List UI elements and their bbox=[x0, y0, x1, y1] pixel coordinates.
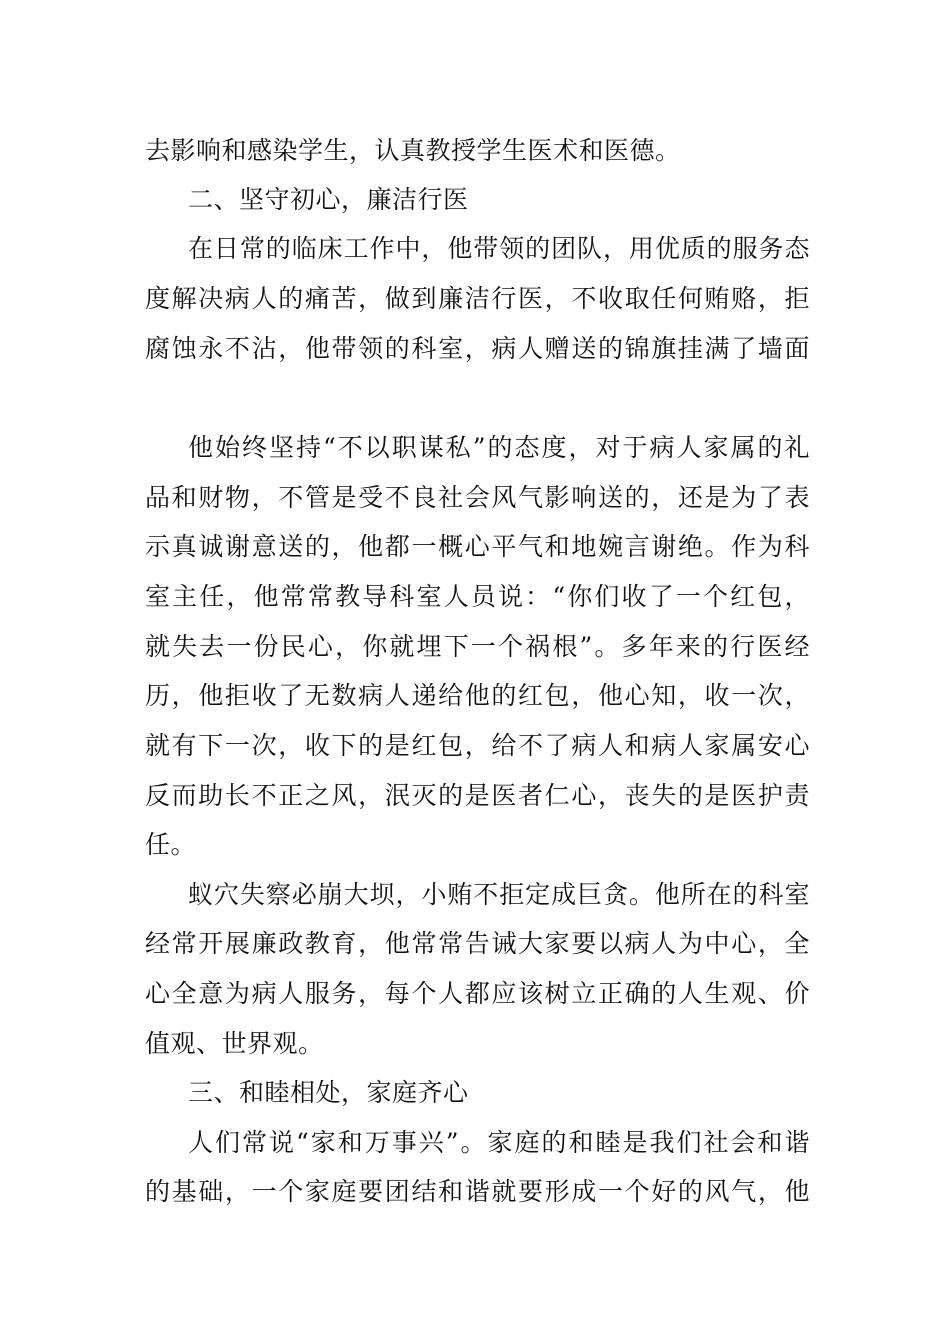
text-line: 他始终坚持“不以职谋私”的态度，对于病人家属的礼 bbox=[188, 433, 810, 462]
text-line: 示真诚谢意送的，他都一概心平气和地婉言谢绝。作为科 bbox=[145, 532, 810, 561]
section-heading: 二、坚守初心，廉洁行医 bbox=[188, 185, 469, 214]
text-line: 值观、世界观。 bbox=[145, 1029, 324, 1058]
text-line: 人们常说“家和万事兴”。家庭的和睦是我们社会和谐 bbox=[188, 1128, 810, 1157]
text-line: 就失去一份民心，你就埋下一个祸根”。多年来的行医经 bbox=[145, 632, 810, 661]
text-line: 腐蚀永不沾，他带领的科室，病人赠送的锦旗挂满了墙面 bbox=[145, 334, 810, 363]
text-line: 历，他拒收了无数病人递给他的红包，他心知，收一次， bbox=[145, 681, 810, 710]
text-line: 品和财物，不管是受不良社会风气影响送的，还是为了表 bbox=[145, 483, 810, 512]
text-line: 反而助长不正之风，泯灭的是医者仁心，丧失的是医护责 bbox=[145, 781, 810, 810]
text-line: 蚁穴失察必崩大坝，小贿不拒定成巨贪。他所在的科室 bbox=[188, 880, 810, 909]
section-heading: 三、和睦相处，家庭齐心 bbox=[188, 1078, 469, 1107]
text-line: 心全意为病人服务，每个人都应该树立正确的人生观、价 bbox=[145, 979, 810, 1008]
text-line: 经常开展廉政教育，他常常告诫大家要以病人为中心，全 bbox=[145, 929, 810, 958]
text-line: 在日常的临床工作中，他带领的团队，用优质的服务态 bbox=[188, 234, 810, 263]
text-line: 室主任，他常常教导科室人员说：“你们收了一个红包， bbox=[145, 582, 810, 611]
text-line: 度解决病人的痛苦，做到廉洁行医，不收取任何贿赂，拒 bbox=[145, 284, 810, 313]
text-line: 就有下一次，收下的是红包，给不了病人和病人家属安心 bbox=[145, 731, 810, 760]
text-line: 任。 bbox=[145, 830, 197, 859]
text-line: 去影响和感染学生，认真教授学生医术和医德。 bbox=[145, 136, 681, 165]
text-line: 的基础，一个家庭要团结和谐就要形成一个好的风气，他 bbox=[145, 1177, 810, 1206]
